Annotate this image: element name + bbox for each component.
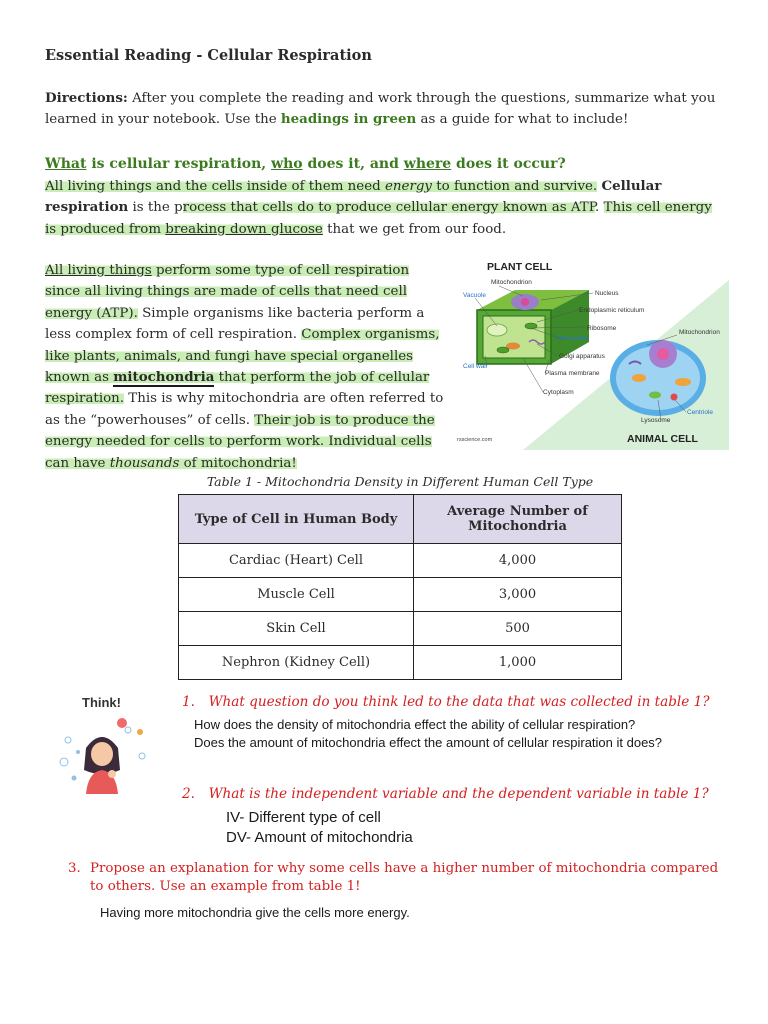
thinking-girl-icon [56,692,156,798]
question-2: 2. What is the independent variable and the dependent variable in table 1? [182,786,709,802]
label-ribosome: Ribosome [587,325,617,332]
plant-cell-title: PLANT CELL [487,261,553,273]
table-caption: Table 1 - Mitochondria Density in Different Human Cell Type [206,474,594,489]
mitochondria-table [178,494,622,680]
label-chloroplast: Chloroplast [555,335,588,342]
cell-diagram [453,260,729,450]
table-row [179,612,622,646]
table-cell: Muscle Cell [179,578,414,612]
question-3: Propose an explanation for why some cells have a higher number of mitochondria compared to others. Use an example from table 1! [90,861,719,894]
label-golgi: Golgi apparatus [559,353,605,360]
diagram-source: rsscience.com [457,437,493,443]
label-nucleus: Nucleus [595,290,619,297]
answer-3: Having more mitochondria give the cells more energy. [100,905,410,920]
answer-2-iv: IV- Different type of cell [226,809,381,826]
page-title: Essential Reading - Cellular Respiration [45,47,372,64]
mitochondria-term: mitochondria [113,369,215,386]
table-cell: Nephron (Kidney Cell) [179,646,414,680]
label-vacuole: Vacuole [463,292,487,299]
headings-in-green: headings in green [280,111,417,128]
label-er: Endoplasmic reticulum [579,307,645,314]
animal-cell-title: ANIMAL CELL [627,433,698,445]
table-row [179,578,622,612]
label-centriole: Centriole [687,409,714,416]
label-mitochondrion-top: Mitochondrion [491,279,532,286]
table-cell: 4,000 [414,544,622,578]
table-row [179,544,622,578]
paragraph-2: All living things perform some type of cell respiration since all living things are made of cells that need cell energy (ATP). Simple organisms like bacteria perform a less complex form of cell respiration. Complex organisms, like plants, animals, and fungi have special organelles known as mitochondria that perform the job of cellular respiration. This is why mitochondria are often referred to as the “powerhouses” of cells. Their job is to produce the energy needed for cells to perform work. Individual cells can have thousands of mitochondria! [45,263,444,471]
think-label: Think! [82,695,121,710]
question-1: 1. What question do you think led to the data that was collected in table 1? [182,694,710,710]
paragraph-1: All living things and the cells inside of them need energy to function and survive. Cellular respiration is the process that cells do to produce cellular energy known as ATP. This cell energy is produced from breaking down glucose that we get from our food. [45,178,712,237]
label-plasma-membrane: Plasma membrane [545,370,600,377]
label-cytoplasm: Cytoplasm [543,389,574,396]
table-header-cell: Type of Cell in Human Body [179,495,414,544]
table-header-row [179,495,622,544]
label-mitochondrion-right: Mitochondrion [679,329,720,336]
table-cell: 500 [414,612,622,646]
question-3-number: 3. [68,861,81,876]
answer-1-line-2: Does the amount of mitochondria effect the amount of cellular respiration it does? [194,735,663,750]
label-cell-wall: Cell wall [463,363,488,370]
table-cell: 1,000 [414,646,622,680]
answer-2-dv: DV- Amount of mitochondria [226,829,413,846]
mitochondria-table-wrap [178,494,622,680]
think-illustration [56,692,156,798]
table-cell: 3,000 [414,578,622,612]
directions-label: Directions: [45,90,128,106]
answer-2 [226,808,413,848]
label-lysosome: Lysosome [641,417,671,424]
table-header-cell: Average Number of Mitochondria [414,495,622,544]
table-cell: Skin Cell [179,612,414,646]
animal-cell-illustration [610,340,706,416]
cell-diagram-image [453,260,729,450]
answer-1 [194,716,662,752]
answer-1-line-1: How does the density of mitochondria effect the ability of cellular respiration? [194,717,636,732]
table-row [179,646,622,680]
directions: Directions: After you complete the reading and work through the questions, summarize what you learned in your notebook. Use the headings in green as a guide for what to include! [45,90,716,128]
table-cell: Cardiac (Heart) Cell [179,544,414,578]
section-heading: What is cellular respiration, who does it, and where does it occur? [45,156,566,172]
